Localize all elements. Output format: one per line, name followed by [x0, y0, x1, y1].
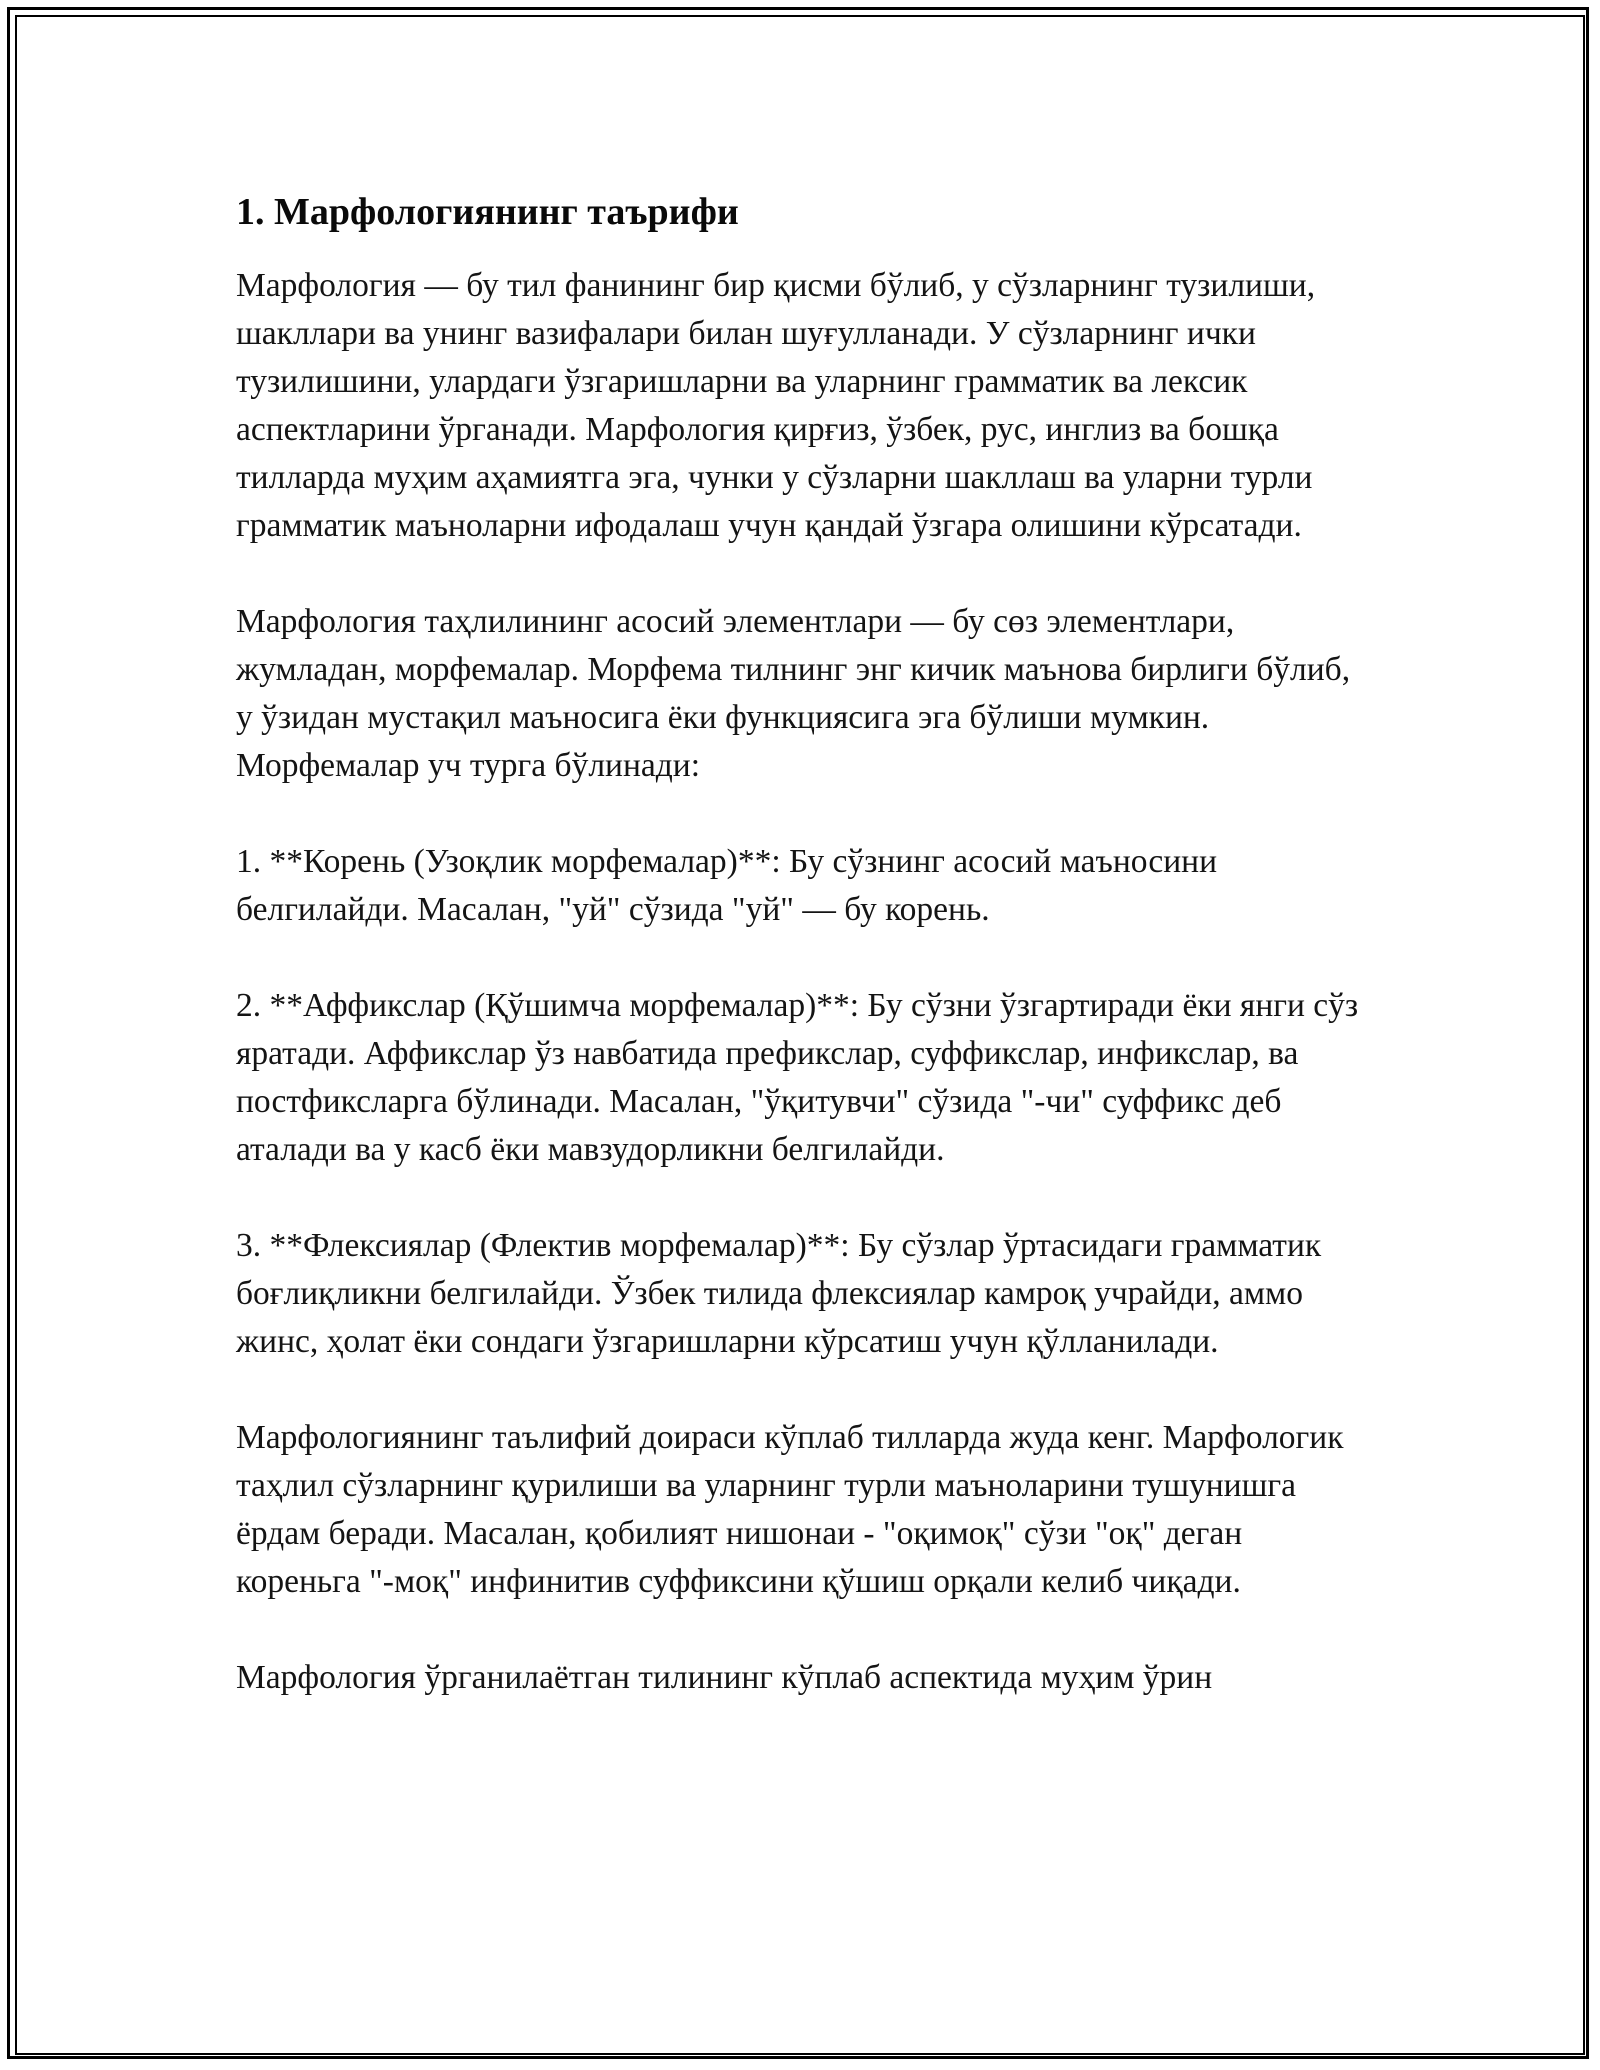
document-body — [236, 188, 1366, 1702]
paragraph-elements: Марфология таҳлилининг асосий элементлари — бу сөз элементлари, жумладан, морфемалар. Морфема тилнинг энг кичик маънова бирлиги бўлиб, у ўзидан мустақил маъносига ёки функциясига эга бўлиши мумкин. Морфемалар уч турга бўлинади: — [236, 603, 1351, 784]
paragraph-closing: Марфология ўрганилаётган тилининг кўплаб аспектида муҳим ўрин — [236, 1659, 1213, 1696]
list-item-root: 1. **Корень (Узоқлик морфемалар)**: Бу сўзнинг асосий маъносини белгилайди. Масалан, "уй" сўзида "уй" — бу корень. — [236, 843, 1218, 928]
section-heading: 1. Марфологиянинг таърифи — [236, 191, 739, 233]
paragraph-definition: Марфология — бу тил фанининг бир қисми бўлиб, у сўзларнинг тузилиши, шакллари ва унинг вазифалари билан шуғулланади. У сўзларнинг ички тузилишини, улардаги ўзгаришларни ва уларнинг грамматик ва лексик аспектларини ўрганади. Марфология қирғиз, ўзбек, рус, инглиз ва бошқа тилларда муҳим аҳамиятга эга, чунки у сўзларни шакллаш ва уларни турли грамматик маъноларни ифодалаш учун қандай ўзгара олишини кўрсатади. — [236, 267, 1316, 544]
list-item-inflections: 3. **Флексиялар (Флектив морфемалар)**: Бу сўзлар ўртасидаги грамматик боғлиқликни белгилайди. Ўзбек тилида флексиялар камроқ учрайди, аммо жинс, ҳолат ёки сондаги ўзгаришларни кўрсатиш учун қўлланилади. — [236, 1227, 1322, 1360]
paragraph-scope: Марфологиянинг таълифий доираси кўплаб тилларда жуда кенг. Марфологик таҳлил сўзларнинг қурилиши ва уларнинг турли маъноларини тушунишга ёрдам беради. Масалан, қобилият нишонаи - "оқимоқ" сўзи "оқ" деган кореньга "-моқ" инфинитив суффиксини қўшиш орқали келиб чиқади. — [236, 1419, 1344, 1600]
list-item-affixes: 2. **Аффикслар (Қўшимча морфемалар)**: Бу сўзни ўзгартиради ёки янги сўз яратади. Аффикслар ўз навбатида префикслар, суффикслар, инфикслар, ва постфиксларга бўлинади. Масалан, "ўқитувчи" сўзида "-чи" суффикс деб аталади ва у касб ёки мавзудорликни белгилайди. — [236, 987, 1359, 1168]
